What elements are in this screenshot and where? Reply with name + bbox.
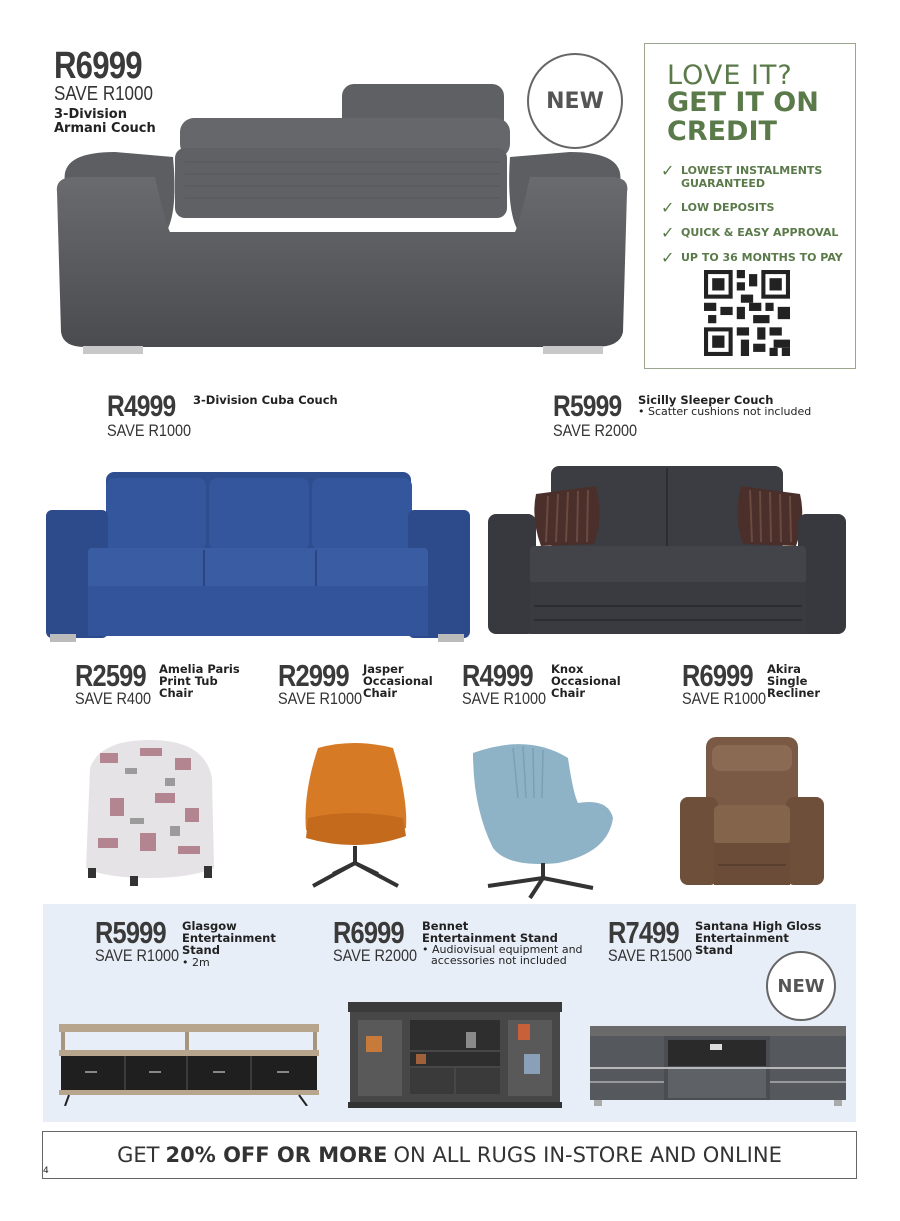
rugs-promo-banner[interactable] [42, 1131, 857, 1179]
sicilly-couch-name: Sicilly Sleeper Couch [638, 393, 774, 407]
sicilly-couch-note: • Scatter cushions not included [638, 405, 812, 418]
jasper-chair-name-line2: Occasional [363, 674, 433, 688]
akira-recliner-image [678, 735, 826, 890]
banner-post: ON ALL RUGS IN-STORE AND ONLINE [393, 1143, 782, 1167]
hero-save: SAVE R1000 [54, 83, 153, 105]
santana-stand-image [588, 1024, 848, 1108]
glasgow-stand-name-line1: Glasgow [182, 919, 237, 933]
knox-chair-name-line2: Occasional [551, 674, 621, 688]
jasper-chair-price: R2999 [278, 658, 349, 693]
akira-recliner-name-line2: Single [767, 674, 808, 688]
jasper-chair-name-line3: Chair [363, 686, 398, 700]
check-icon: ✓ [661, 248, 675, 267]
bennet-stand-note-line2: accessories not included [431, 954, 567, 967]
jasper-chair-name-line1: Jasper [363, 662, 404, 676]
akira-recliner-price: R6999 [682, 658, 753, 693]
glasgow-stand-price: R5999 [95, 915, 166, 950]
santana-stand-price: R7499 [608, 915, 679, 950]
glasgow-stand-name-line2: Entertainment [182, 931, 276, 945]
hero-name-line2: Armani Couch [54, 121, 156, 136]
armani-couch-image [55, 82, 630, 357]
amelia-chair-image [80, 738, 220, 888]
glasgow-stand-image [57, 1022, 322, 1106]
credit-box [644, 43, 856, 369]
cuba-couch-image [44, 470, 472, 645]
credit-benefit: ✓ LOWEST INSTALMENTS GUARANTEED [661, 161, 823, 190]
bennet-stand-name-line2: Entertainment Stand [422, 931, 558, 945]
sicilly-couch-price: R5999 [553, 390, 622, 423]
check-icon: ✓ [661, 198, 675, 217]
credit-heading-line1: LOVE IT? [667, 60, 793, 91]
amelia-chair-name-line3: Chair [159, 686, 194, 700]
hero-price: R6999 [54, 45, 142, 87]
cuba-couch-name: 3-Division Cuba Couch [193, 393, 338, 407]
banner-bold: 20% OFF OR MORE [165, 1143, 388, 1167]
amelia-chair-save: SAVE R400 [75, 689, 152, 708]
page-number: 4 [43, 1166, 49, 1176]
qr-code-icon[interactable] [704, 270, 790, 356]
santana-stand-name-line1: Santana High Gloss [695, 919, 822, 933]
santana-stand-name-line2: Entertainment [695, 931, 789, 945]
knox-chair-price: R4999 [462, 658, 533, 693]
bennet-stand-name-line1: Bennet [422, 919, 469, 933]
check-icon: ✓ [661, 223, 675, 242]
akira-recliner-save: SAVE R1000 [682, 689, 767, 708]
sicilly-couch-save: SAVE R2000 [553, 421, 638, 440]
cuba-couch-save: SAVE R1000 [107, 421, 192, 440]
glasgow-stand-note: • 2m [182, 956, 210, 969]
new-badge: NEW [527, 53, 623, 149]
bennet-stand-save: SAVE R2000 [333, 946, 418, 965]
amelia-chair-price: R2599 [75, 658, 146, 693]
jasper-chair-save: SAVE R1000 [278, 689, 363, 708]
glasgow-stand-save: SAVE R1000 [95, 946, 180, 965]
amelia-chair-name-line2: Print Tub [159, 674, 218, 688]
knox-chair-image [468, 738, 618, 900]
knox-chair-name-line1: Knox [551, 662, 584, 676]
glasgow-stand-name-line3: Stand [182, 943, 220, 957]
banner-pre: GET [117, 1143, 160, 1167]
credit-benefit: ✓ UP TO 36 MONTHS TO PAY [661, 248, 843, 267]
bennet-stand-price: R6999 [333, 915, 404, 950]
cuba-couch-price: R4999 [107, 390, 176, 423]
knox-chair-save: SAVE R1000 [462, 689, 547, 708]
amelia-chair-name-line1: Amelia Paris [159, 662, 240, 676]
knox-chair-name-line3: Chair [551, 686, 586, 700]
check-icon: ✓ [661, 161, 675, 180]
akira-recliner-name-line3: Recliner [767, 686, 821, 700]
sicilly-couch-image [486, 464, 850, 642]
credit-benefit: ✓ LOW DEPOSITS [661, 198, 775, 217]
new-badge: NEW [766, 951, 836, 1021]
santana-stand-name-line3: Stand [695, 943, 733, 957]
bennet-stand-image [346, 1000, 564, 1110]
santana-stand-save: SAVE R1500 [608, 946, 693, 965]
credit-benefit: ✓ QUICK & EASY APPROVAL [661, 223, 839, 242]
hero-name-line1: 3-Division [54, 107, 127, 122]
akira-recliner-name-line1: Akira [767, 662, 801, 676]
credit-heading-line2: GET IT ON CREDIT [667, 87, 819, 147]
bennet-stand-note-line1: • Audiovisual equipment and [422, 943, 583, 956]
jasper-chair-image [298, 738, 413, 890]
credit-benefits-list [661, 161, 851, 276]
